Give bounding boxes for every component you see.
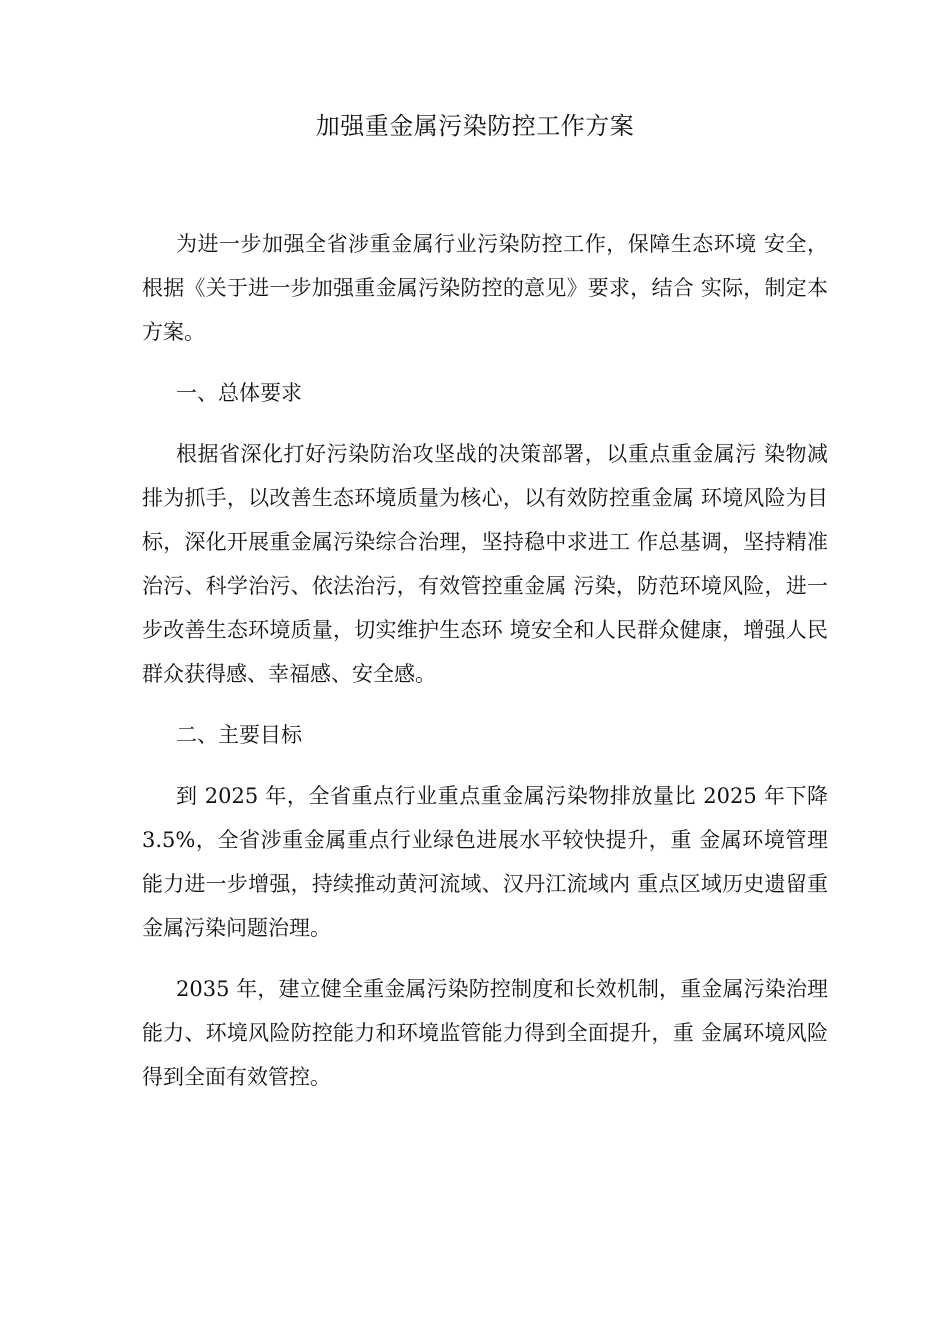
general-requirements-paragraph: 根据省深化打好污染防治攻坚战的决策部署，以重点重金属污 染物减排为抓手，以改善生态环境质量为核心，以有效防控重金属 环境风险为目标，深化开展重金属污染综合治理，坚持稳中求进工 作总基调，坚持精准治污、科学治污、依法治污，有效管控重金属 污染，防范环境风险，进一步改善生态环境质量，切实维护生态环 境安全和人民群众健康，增强人民群众获得感、幸福感、安全感。 [142, 442, 828, 686]
document-title: 加强重金属污染防控工作方案 [315, 112, 635, 140]
section-heading-main-goals: 二、主要目标 [176, 723, 302, 747]
intro-paragraph: 为进一步加强全省涉重金属行业污染防控工作，保障生态环境 安全，根据《关于进一步加强重金属污染防控的意见》要求，结合 实际，制定本方案。 [142, 232, 828, 344]
goals-2035-paragraph: 2035 年，建立健全重金属污染防控制度和长效机制，重金属污染治理能力、环境风险防控能力和环境监管能力得到全面提升，重 金属环境风险得到全面有效管控。 [142, 977, 828, 1089]
goals-2025-paragraph: 到 2025 年，全省重点行业重点重金属污染物排放量比 2025 年下降3.5%，全省涉重金属重点行业绿色进展水平较快提升，重 金属环境管理能力进一步增强，持续推动黄河流域、汉丹江流域内 重点区域历史遗留重金属污染问题治理。 [142, 784, 828, 940]
document-body [142, 222, 828, 1116]
section-heading-general-requirements: 一、总体要求 [176, 381, 302, 405]
